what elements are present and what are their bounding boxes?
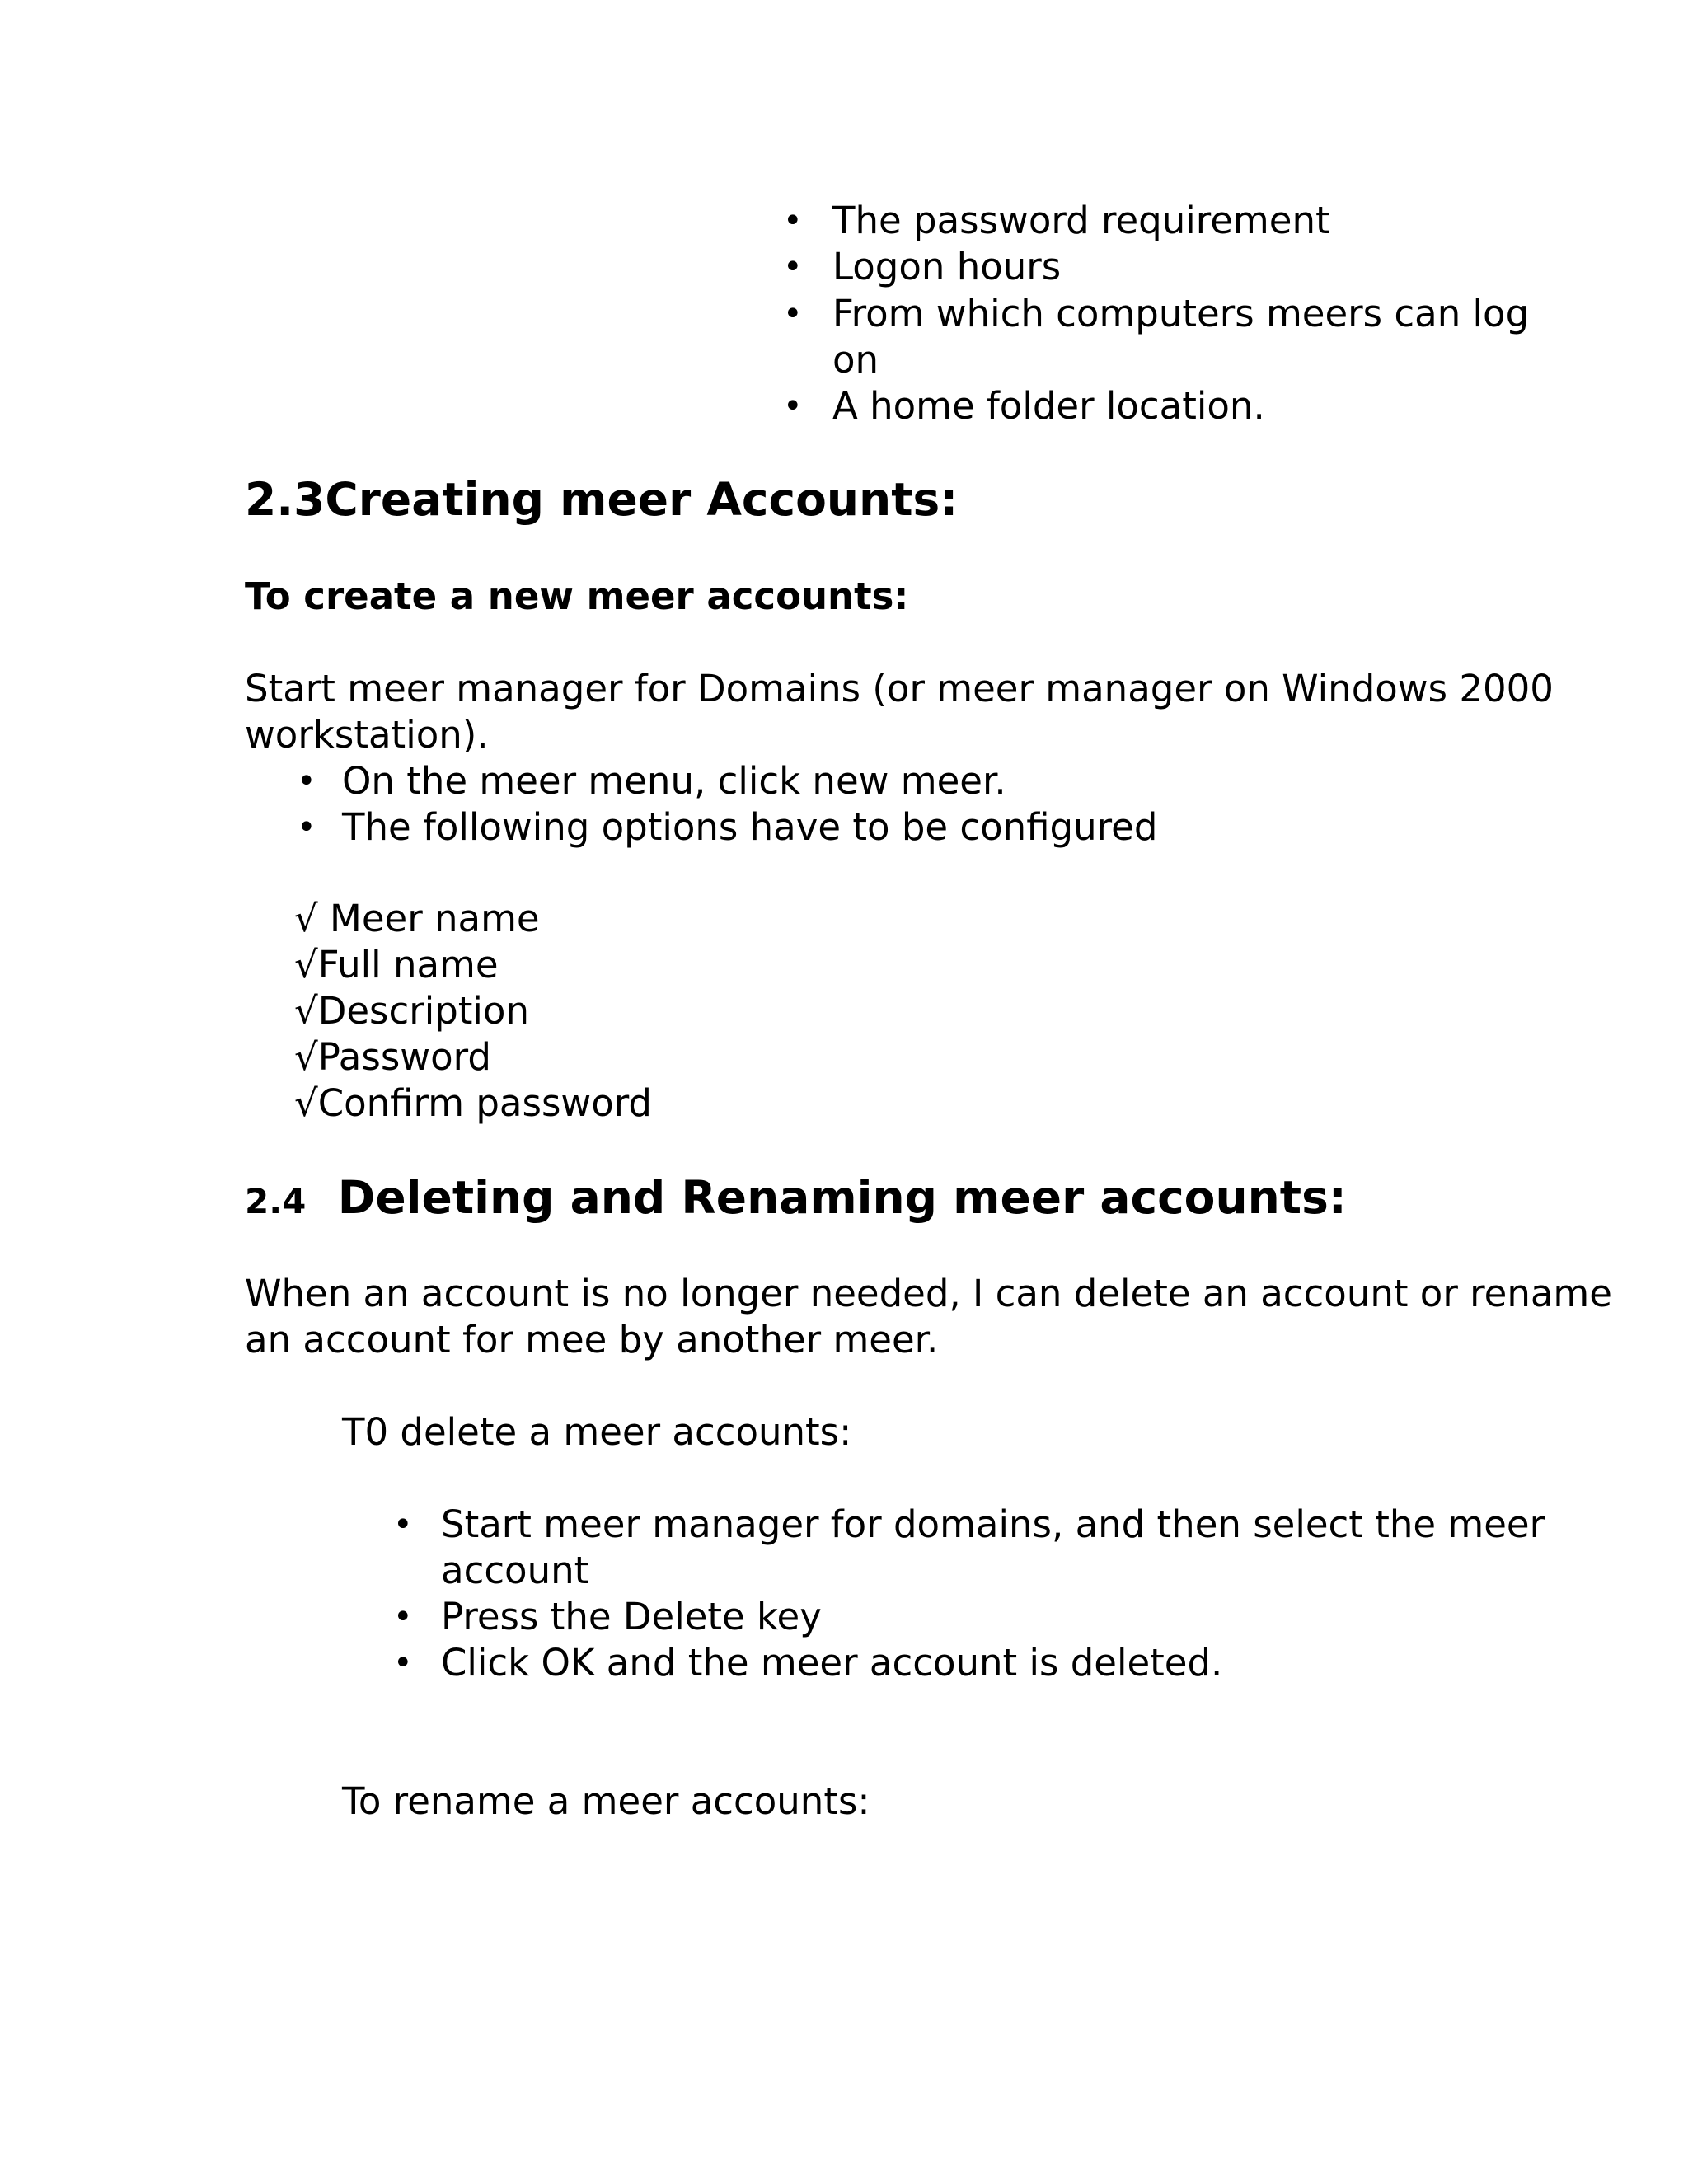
list-item: From which computers meers can log [832,292,1530,335]
list-item-continuation: on [832,338,879,382]
check-mark-icon: √ [294,897,318,940]
check-mark-icon: √ [294,989,318,1033]
list-item: The following options have to be configured [342,805,1158,849]
option-description [294,988,529,1034]
option-confirm-password [294,1080,652,1127]
option-meer-name [294,896,540,942]
bullet-marker: • [783,387,803,425]
list-item: Start meer manager for domains, and then select the meer [441,1502,1545,1546]
check-mark-icon: √ [294,1035,318,1079]
bullet-marker: • [393,1506,413,1544]
bullet-marker: • [783,295,803,333]
section-2-3-intro-line-1: Start meer manager for Domains (or meer manager on Windows 2000 [245,667,1554,710]
section-2-4-intro-line-2: an account for mee by another meer. [245,1318,939,1361]
list-item: On the meer menu, click new meer. [342,759,1006,803]
section-2-3-subheading: To create a new meer accounts: [245,574,909,618]
list-item: Press the Delete key [441,1595,822,1638]
bullet-marker: • [297,808,316,846]
list-item: Logon hours [832,245,1062,288]
option-password [294,1034,491,1080]
list-item: The password requirement [832,199,1330,242]
check-mark-icon: √ [294,943,318,987]
check-mark-icon: √ [294,1081,318,1125]
option-full-name [294,942,499,988]
rename-accounts-heading: To rename a meer accounts: [342,1779,870,1823]
list-item: Click OK and the meer account is deleted. [441,1641,1223,1685]
option-label: Meer name [317,897,540,940]
section-number: 2.4 [245,1181,307,1221]
section-2-3-intro-line-2: workstation). [245,713,489,757]
bullet-marker: • [297,762,316,800]
bullet-marker: • [393,1598,413,1636]
bullet-marker: • [783,248,803,286]
option-label: Password [317,1035,491,1079]
section-2-3-heading: 2.3Creating meer Accounts: [245,473,959,526]
bullet-marker: • [783,202,803,240]
list-item: A home folder location. [832,384,1265,428]
list-item-continuation: account [441,1549,589,1592]
delete-accounts-heading: T0 delete a meer accounts: [342,1410,852,1454]
bullet-marker: • [393,1644,413,1682]
section-2-4-heading [245,1170,1347,1229]
section-title: Deleting and Renaming meer accounts: [337,1171,1347,1224]
option-label: Confirm password [317,1081,652,1125]
option-label: Description [317,989,529,1033]
option-label: Full name [317,943,499,987]
section-2-4-intro-line-1: When an account is no longer needed, I can delete an account or rename [245,1272,1612,1315]
